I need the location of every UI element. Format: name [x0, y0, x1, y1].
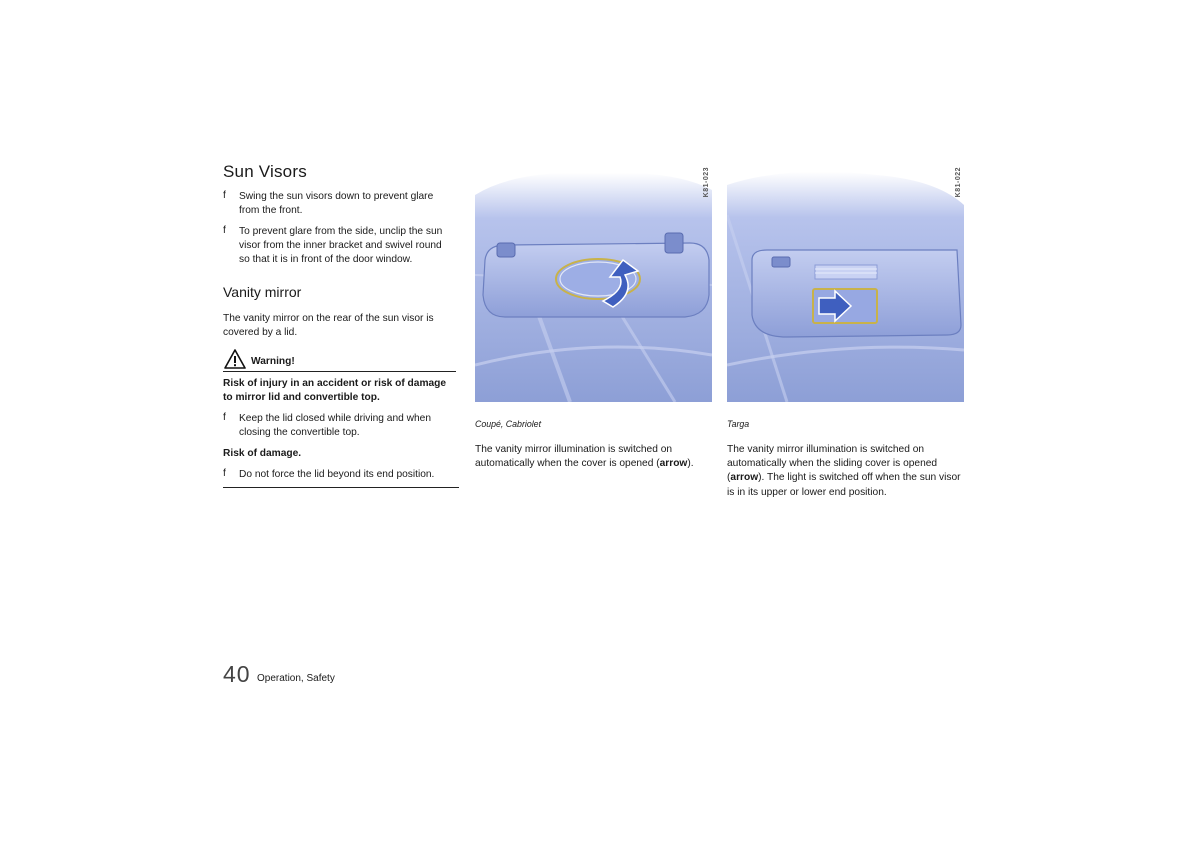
list-item: [223, 468, 458, 484]
description-text-end: ).: [687, 458, 694, 470]
list-item: [223, 412, 458, 442]
bullet-text: Keep the lid closed while driving and when closing the convertible top.: [239, 413, 431, 439]
warning-label: Warning!: [251, 356, 295, 367]
bullet-marker: f: [223, 190, 226, 201]
warning-top-rule: [223, 371, 456, 372]
bullet-text: To prevent glare from the side, unclip the sun visor from the inner bracket and swivel round so that it is in front of the door window.: [239, 226, 443, 266]
footer-section: Operation, Safety: [257, 673, 335, 684]
bullet-text: Swing the sun visors down to prevent glare from the front.: [239, 191, 434, 217]
list-item: [223, 225, 458, 270]
figure-code: K81-022: [955, 167, 962, 198]
damage-label: Risk of damage.: [223, 448, 302, 459]
bullet-marker: f: [223, 412, 226, 423]
warning-bottom-rule: [223, 487, 459, 488]
section-subtitle: Vanity mirror: [223, 284, 302, 300]
page-number: 40: [223, 661, 251, 687]
figure-description: [475, 443, 713, 471]
figure-coupe-visor: [475, 165, 712, 402]
bullet-marker: f: [223, 225, 226, 236]
page-title: Sun Visors: [223, 162, 307, 181]
figure-targa-visor: [727, 165, 964, 402]
intro-text: The vanity mirror on the rear of the sun visor is covered by a lid.: [223, 313, 434, 339]
figure-code: K81-023: [703, 167, 710, 198]
description-text: The vanity mirror illumination is switched on automatically when the cover is opened (: [475, 444, 673, 470]
figure-caption: Targa: [727, 419, 750, 429]
description-bold: arrow: [659, 458, 688, 470]
figure-caption: Coupé, Cabriolet: [475, 419, 542, 429]
description-text: The vanity mirror illumination is switched on automatically when the sliding cover is opened (: [727, 444, 938, 484]
visor-illustration: [727, 165, 964, 402]
bullet-marker: f: [223, 468, 226, 479]
warning-header: [224, 348, 456, 370]
description-bold: arrow: [730, 472, 759, 484]
visor-illustration: [475, 165, 712, 402]
bullet-text: Do not force the lid beyond its end position.: [239, 469, 435, 480]
description-text-end: ). The light is switched off when the sun visor is in its upper or lower end position.: [727, 472, 961, 498]
list-item: [223, 190, 458, 220]
warning-icon: [224, 349, 246, 369]
figure-description: [727, 443, 965, 500]
warning-text: Risk of injury in an accident or risk of damage to mirror lid and convertible top.: [223, 378, 447, 404]
